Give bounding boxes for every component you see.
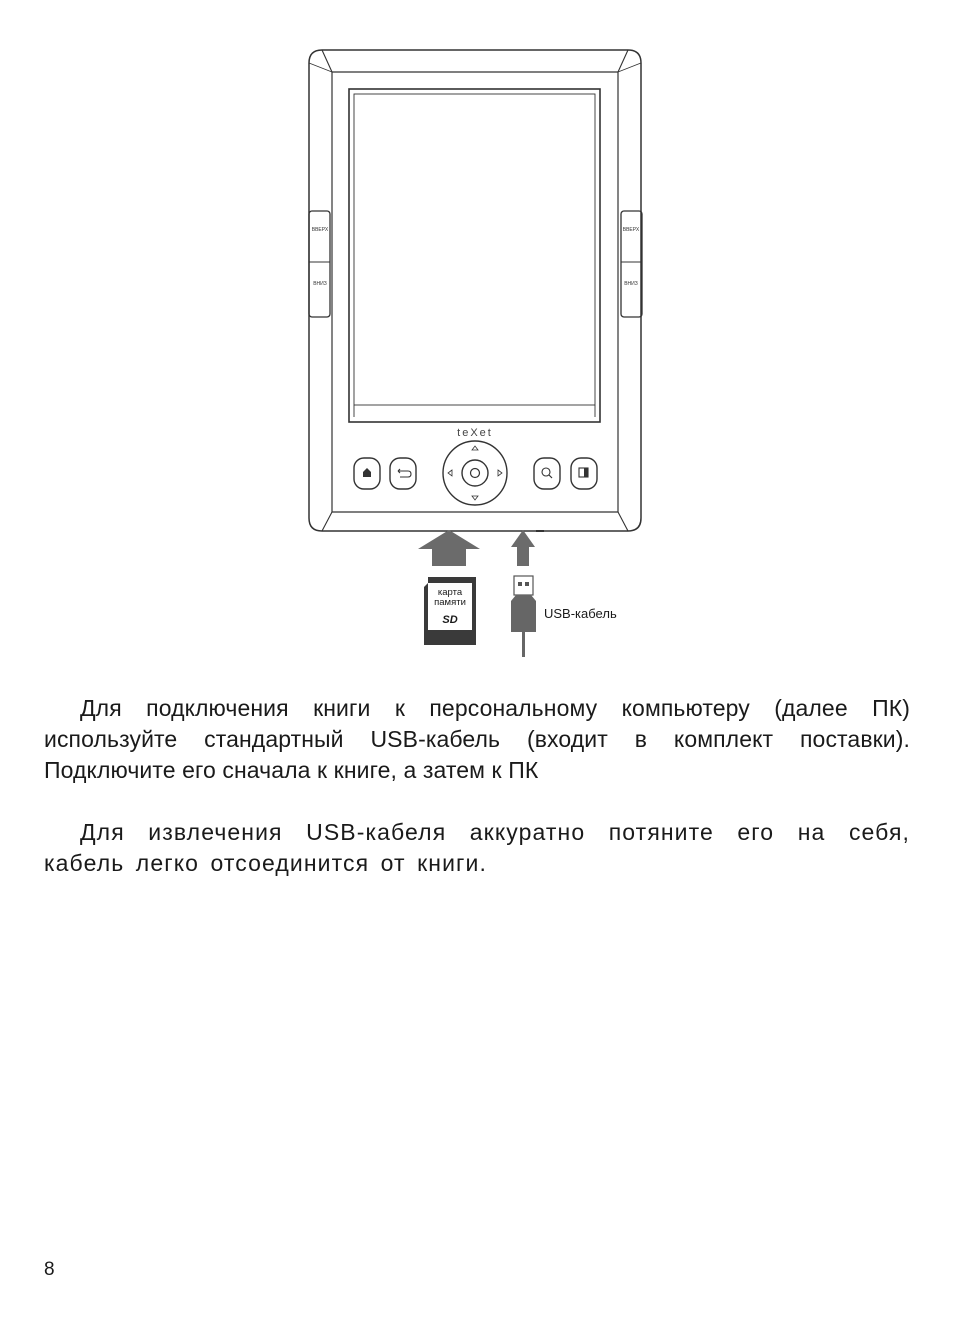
sd-card xyxy=(424,577,476,645)
paragraph-connect: Для подключения книги к персональному компьютеру (далее ПК) используйте стандартный USB-кабель (входит в комплект поставки). Подключите его сначала к книге, а затем к ПК xyxy=(44,695,910,783)
back-icon xyxy=(398,469,411,477)
sd-card-label-line2: памяти xyxy=(434,597,466,608)
left-up-label: ВВЕРХ xyxy=(311,227,329,233)
zoom-icon xyxy=(542,468,550,476)
dpad-up-icon xyxy=(472,446,478,450)
dpad-right-icon xyxy=(498,470,502,476)
left-down-label: ВНИЗ xyxy=(313,281,327,287)
usb-cable xyxy=(511,576,536,657)
sd-insert-arrow-icon xyxy=(418,530,480,566)
sd-logo: SD xyxy=(442,614,458,626)
zoom-button[interactable] xyxy=(534,458,560,489)
dpad-left-icon xyxy=(448,470,452,476)
dpad[interactable] xyxy=(443,441,507,505)
dpad-down-icon xyxy=(472,496,478,500)
home-button[interactable] xyxy=(354,458,380,489)
menu-button[interactable] xyxy=(571,458,597,489)
ok-center-icon xyxy=(471,469,480,478)
brand-logo: teXet xyxy=(457,427,493,439)
usb-cable-label: USB-кабель xyxy=(544,606,617,621)
sd-card-label-line1: карта xyxy=(437,587,463,598)
home-icon xyxy=(363,468,371,477)
paragraph-disconnect: Для извлечения USB-кабеля аккуратно потяните его на себя, кабель легко отсоединится от книги. xyxy=(44,819,910,876)
right-down-label: ВНИЗ xyxy=(624,281,638,287)
back-button[interactable] xyxy=(390,458,416,489)
usb-insert-arrow-icon xyxy=(511,530,535,566)
right-up-label: ВВЕРХ xyxy=(622,227,640,233)
page-number: 8 xyxy=(44,1259,55,1280)
